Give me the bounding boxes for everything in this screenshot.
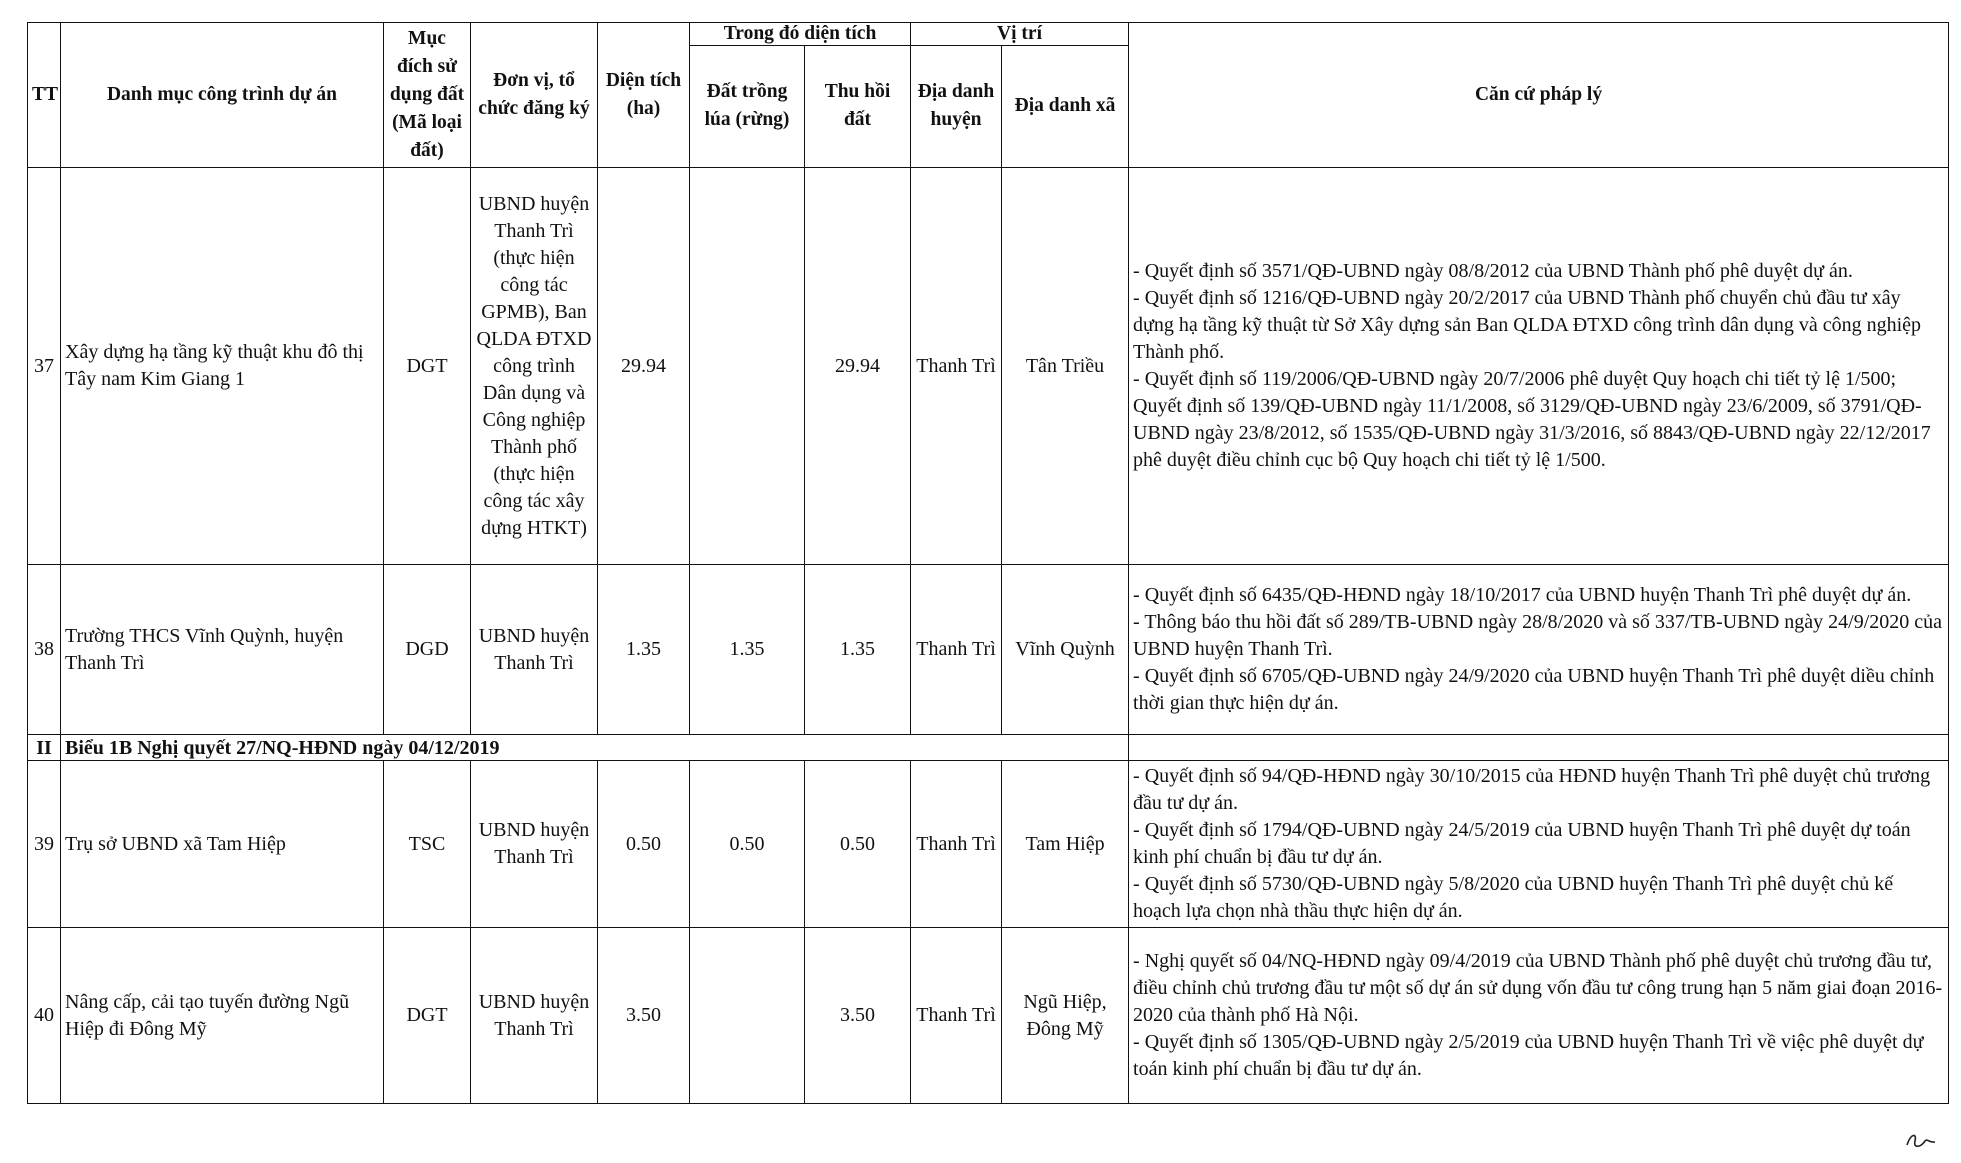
row-area: 1.35 — [598, 565, 690, 735]
row-unit: UBND huyện Thanh Trì — [471, 761, 598, 928]
row-commune: Ngũ Hiệp, Đông Mỹ — [1002, 928, 1129, 1104]
row-purpose: TSC — [384, 761, 471, 928]
legal-item: - Quyết định số 1216/QĐ-UBND ngày 20/2/2017 của UBND Thành phố chuyển chủ đầu tư xây dựng hạ tầng kỹ thuật từ Sở Xây dựng sản Ban QLDA ĐTXD công trình dân dụng và công nghiệp Thành phố. — [1133, 287, 1922, 363]
table-row — [28, 565, 1949, 735]
header-legal: Căn cứ pháp lý — [1129, 23, 1949, 168]
row-project: Trường THCS Vĩnh Quỳnh, huyện Thanh Trì — [61, 565, 384, 735]
legal-item: - Quyết định số 6435/QĐ-HĐND ngày 18/10/2017 của UBND huyện Thanh Trì phê duyệt dự án. — [1133, 584, 1912, 606]
row-district: Thanh Trì — [911, 168, 1002, 565]
table-row — [28, 928, 1949, 1104]
header-commune: Địa danh xã — [1002, 45, 1129, 167]
header-area-group: Trong đó diện tích — [690, 23, 911, 46]
section-tt: II — [28, 735, 61, 761]
row-tt: 40 — [28, 928, 61, 1104]
row-rice: 0.50 — [690, 761, 805, 928]
row-rice: 1.35 — [690, 565, 805, 735]
row-project: Trụ sở UBND xã Tam Hiệp — [61, 761, 384, 928]
legal-item: - Quyết định số 119/2006/QĐ-UBND ngày 20/7/2006 phê duyệt Quy hoạch chi tiết tỷ lệ 1/500; Quyết định số 139/QĐ-UBND ngày 11/1/2008, số 3129/QĐ-UBND ngày 23/6/2009, số 3791/QĐ-UBND ngày 23/8/2012, số 1535/QĐ-UBND ngày 31/3/2016, số 8843/QĐ-UBND ngày 22/12/2017 phê duyệt điều chỉnh cục bộ Quy hoạch chi tiết tỷ lệ 1/500. — [1133, 368, 1931, 471]
row-commune: Vĩnh Quỳnh — [1002, 565, 1129, 735]
section-row — [28, 735, 1949, 761]
row-purpose: DGT — [384, 928, 471, 1104]
legal-item: - Nghị quyết số 04/NQ-HĐND ngày 09/4/2019 của UBND Thành phố phê duyệt chủ trương đầu tư, điều chỉnh chủ trương đầu tư một số dự án sử dụng vốn đầu tư công trung hạn 5 năm giai đoạn 2016-2020 của thành phố Hà Nội. — [1133, 950, 1943, 1026]
header-location: Vị trí — [911, 23, 1129, 46]
legal-item: - Thông báo thu hồi đất số 289/TB-UBND ngày 28/8/2020 và số 337/TB-UBND ngày 24/9/2020 của UBND huyện Thanh Trì. — [1133, 611, 1943, 660]
row-legal — [1129, 761, 1949, 928]
section-title: Biểu 1B Nghị quyết 27/NQ-HĐND ngày 04/12/2019 — [61, 735, 1129, 761]
row-project: Xây dựng hạ tầng kỹ thuật khu đô thị Tây nam Kim Giang 1 — [61, 168, 384, 565]
row-tt: 39 — [28, 761, 61, 928]
row-recovered: 29.94 — [805, 168, 911, 565]
table-row — [28, 168, 1949, 565]
header-unit: Đơn vị, tổ chức đăng ký — [471, 23, 598, 168]
row-project: Nâng cấp, cải tạo tuyến đường Ngũ Hiệp đi Đông Mỹ — [61, 928, 384, 1104]
row-unit: UBND huyện Thanh Trì (thực hiện công tác GPMB), Ban QLDA ĐTXD công trình Dân dụng và Công nghiệp Thành phố (thực hiện công tác xây dựng HTKT) — [471, 168, 598, 565]
legal-item: - Quyết định số 94/QĐ-HĐND ngày 30/10/2015 của HĐND huyện Thanh Trì phê duyệt chủ trương đầu tư dự án. — [1133, 765, 1931, 814]
row-legal — [1129, 565, 1949, 735]
header-tt: TT — [28, 23, 61, 168]
row-recovered: 1.35 — [805, 565, 911, 735]
row-rice — [690, 168, 805, 565]
row-district: Thanh Trì — [911, 565, 1002, 735]
row-tt: 38 — [28, 565, 61, 735]
legal-item: - Quyết định số 3571/QĐ-UBND ngày 08/8/2012 của UBND Thành phố phê duyệt dự án. — [1133, 260, 1853, 282]
header-district: Địa danh huyện — [911, 45, 1002, 167]
row-purpose: DGT — [384, 168, 471, 565]
row-commune: Tân Triều — [1002, 168, 1129, 565]
row-district: Thanh Trì — [911, 761, 1002, 928]
row-recovered: 0.50 — [805, 761, 911, 928]
row-tt: 37 — [28, 168, 61, 565]
legal-item: - Quyết định số 5730/QĐ-UBND ngày 5/8/2020 của UBND huyện Thanh Trì phê duyệt chủ kế hoạch lựa chọn nhà thầu thực hiện dự án. — [1133, 873, 1894, 922]
table-row — [28, 761, 1949, 928]
legal-item: - Quyết định số 1305/QĐ-UBND ngày 2/5/2019 của UBND huyện Thanh Trì về việc phê duyệt dự toán kinh phí chuẩn bị đầu tư dự án. — [1133, 1031, 1924, 1080]
row-legal — [1129, 168, 1949, 565]
row-rice — [690, 928, 805, 1104]
land-use-table — [27, 22, 1949, 1104]
legal-item: - Quyết định số 6705/QĐ-UBND ngày 24/9/2020 của UBND huyện Thanh Trì phê duyệt diều chỉnh thời gian thực hiện dự án. — [1133, 665, 1935, 714]
row-legal — [1129, 928, 1949, 1104]
header-recovered: Thu hồi đất — [805, 45, 911, 167]
row-unit: UBND huyện Thanh Trì — [471, 565, 598, 735]
header-rice: Đất trồng lúa (rừng) — [690, 45, 805, 167]
row-recovered: 3.50 — [805, 928, 911, 1104]
row-unit: UBND huyện Thanh Trì — [471, 928, 598, 1104]
header-area: Diện tích (ha) — [598, 23, 690, 168]
legal-item: - Quyết định số 1794/QĐ-UBND ngày 24/5/2019 của UBND huyện Thanh Trì phê duyệt dự toán kinh phí chuẩn bị đầu tư dự án. — [1133, 819, 1911, 868]
row-area: 29.94 — [598, 168, 690, 565]
signature-mark — [1901, 1127, 1941, 1153]
row-commune: Tam Hiệp — [1002, 761, 1129, 928]
row-area: 3.50 — [598, 928, 690, 1104]
row-purpose: DGD — [384, 565, 471, 735]
header-project: Danh mục công trình dự án — [61, 23, 384, 168]
section-legal-empty — [1129, 735, 1949, 761]
row-area: 0.50 — [598, 761, 690, 928]
row-district: Thanh Trì — [911, 928, 1002, 1104]
header-purpose: Mục đích sử dụng đất (Mã loại đất) — [384, 23, 471, 168]
